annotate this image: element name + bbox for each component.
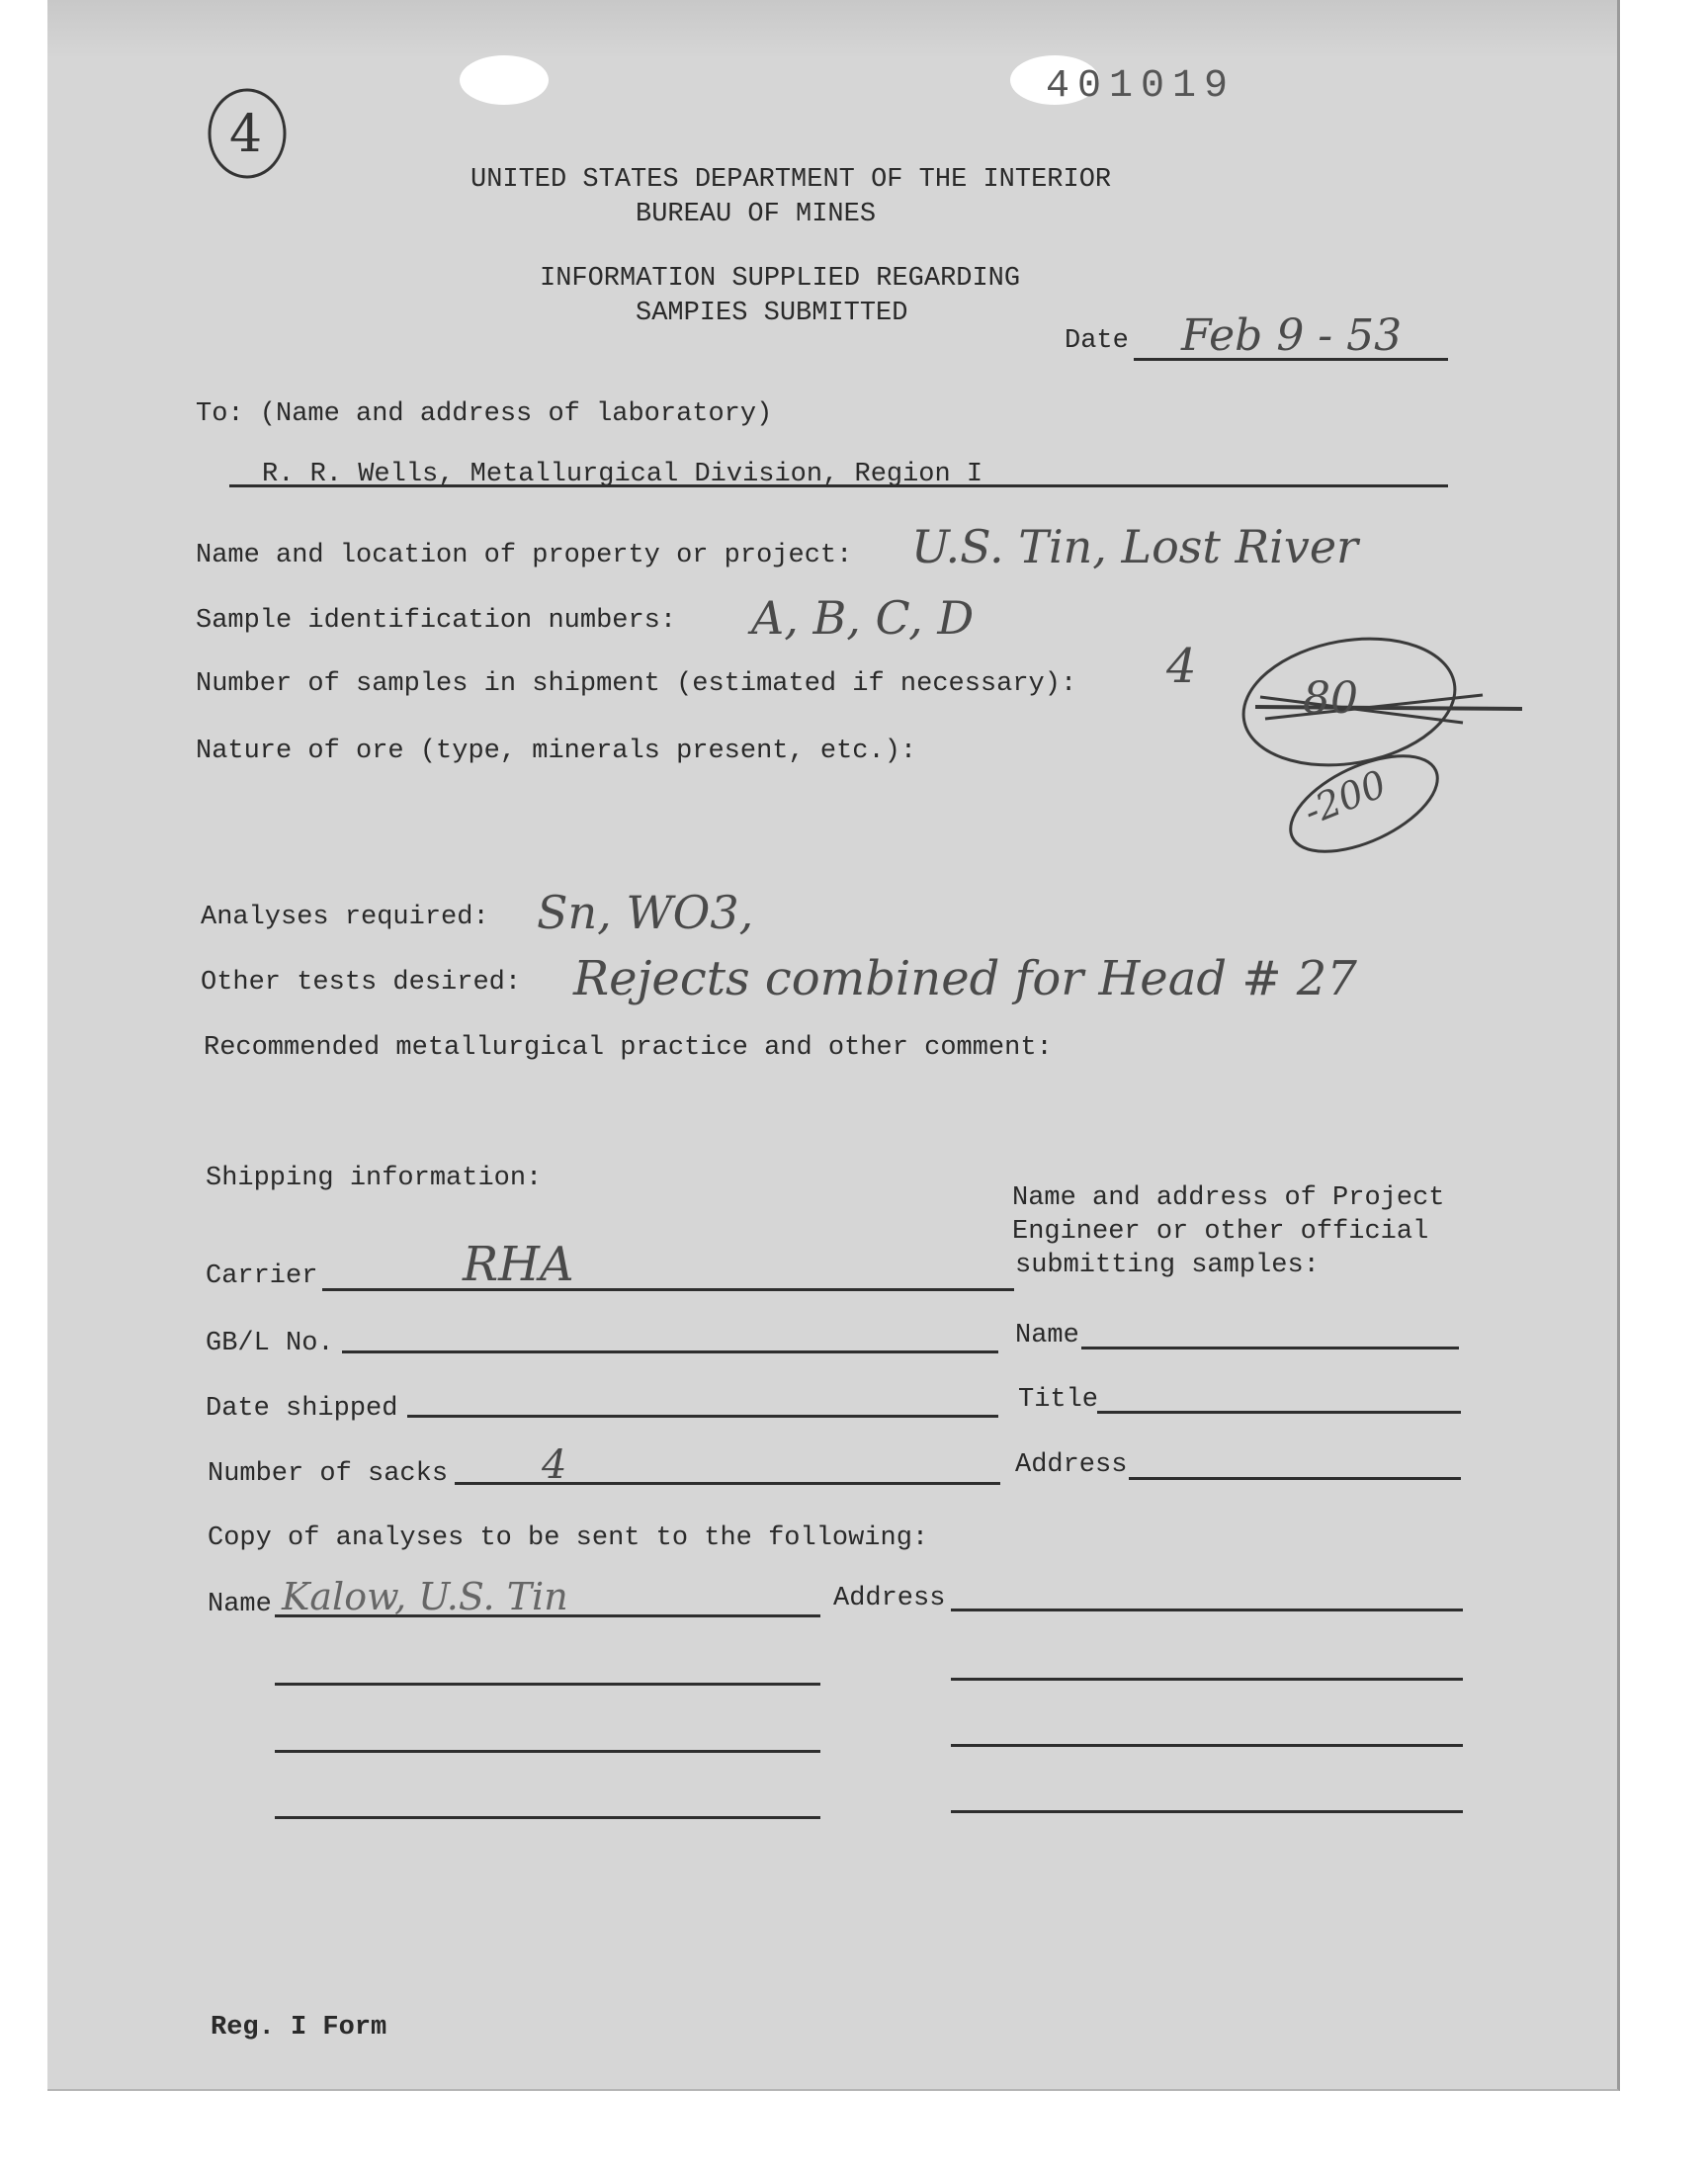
laboratory-line <box>229 484 1448 487</box>
sacks-line <box>455 1482 1000 1485</box>
engineer-name-line <box>1081 1347 1459 1349</box>
crossed-out-value: 80 <box>1303 673 1358 724</box>
scan-shadow <box>47 0 1617 59</box>
form-footer: Reg. I Form <box>211 2013 387 2043</box>
date-value: Feb 9 - 53 <box>1181 310 1403 361</box>
sacks-label: Number of sacks <box>208 1459 449 1489</box>
sample-ids-label: Sample identification numbers: <box>196 606 677 636</box>
gbl-line <box>342 1350 998 1353</box>
circled-value: -200 <box>1297 761 1393 834</box>
property-value: U.S. Tin, Lost River <box>911 520 1359 573</box>
laboratory-address: R. R. Wells, Metallurgical Division, Region I <box>262 460 983 489</box>
copy-label: Copy of analyses to be sent to the following: <box>208 1523 929 1553</box>
shipping-label: Shipping information: <box>206 1164 543 1193</box>
crossed-out-mark <box>1236 628 1542 865</box>
copy-address-line-3 <box>951 1744 1463 1747</box>
recommended-label: Recommended metallurgical practice and other comment: <box>204 1033 1053 1063</box>
analyses-value: Sn, WO3, <box>537 886 754 939</box>
form-number: 401019 <box>1046 64 1237 109</box>
bureau-heading: BUREAU OF MINES <box>636 200 877 229</box>
num-samples-label: Number of samples in shipment (estimated if necessary): <box>196 669 1077 699</box>
copy-address-line <box>951 1609 1463 1611</box>
date-shipped-label: Date shipped <box>206 1394 398 1424</box>
department-heading: UNITED STATES DEPARTMENT OF THE INTERIOR <box>470 165 1112 195</box>
engineer-address-label: Address <box>1015 1450 1128 1480</box>
copy-address-label: Address <box>833 1584 946 1613</box>
other-tests-value: Rejects combined for Head # 27 <box>573 951 1357 1006</box>
engineer-name-label: Name <box>1015 1321 1079 1350</box>
copy-name-line-2 <box>275 1683 820 1686</box>
date-shipped-line <box>407 1415 998 1418</box>
form-title-line1: INFORMATION SUPPLIED REGARDING <box>540 264 1021 294</box>
punch-hole-left <box>460 55 549 105</box>
analyses-label: Analyses required: <box>201 903 489 932</box>
date-label: Date <box>1065 326 1129 356</box>
copy-name-value: Kalow, U.S. Tin <box>282 1575 568 1618</box>
to-label: To: (Name and address of laboratory) <box>196 399 773 429</box>
nature-of-ore-label: Nature of ore (type, minerals present, etc.): <box>196 737 917 766</box>
engineer-heading-line1: Name and address of Project <box>1012 1183 1445 1213</box>
carrier-label: Carrier <box>206 1262 318 1291</box>
engineer-address-line <box>1129 1477 1461 1480</box>
copy-address-line-4 <box>951 1810 1463 1813</box>
num-samples-value: 4 <box>1166 639 1197 694</box>
engineer-title-line <box>1097 1411 1461 1414</box>
engineer-heading-line3: submitting samples: <box>1015 1251 1320 1280</box>
copy-address-line-2 <box>951 1678 1463 1681</box>
date-line <box>1134 358 1448 361</box>
page-marker: 4 <box>229 105 263 164</box>
sample-ids-value: A, B, C, D <box>751 591 975 645</box>
other-tests-label: Other tests desired: <box>201 968 522 998</box>
engineer-title-label: Title <box>1018 1385 1099 1415</box>
carrier-line <box>322 1288 1014 1291</box>
copy-name-line-3 <box>275 1750 820 1753</box>
carrier-value: RHA <box>463 1237 574 1292</box>
engineer-heading-line2: Engineer or other official <box>1012 1217 1429 1247</box>
sacks-value: 4 <box>542 1442 567 1488</box>
property-label: Name and location of property or project: <box>196 541 853 570</box>
copy-name-label: Name <box>208 1590 272 1619</box>
gbl-label: GB/L No. <box>206 1329 334 1358</box>
copy-name-line-4 <box>275 1816 820 1819</box>
form-title-line2: SAMPIES SUBMITTED <box>636 299 908 328</box>
copy-name-line <box>275 1614 820 1617</box>
